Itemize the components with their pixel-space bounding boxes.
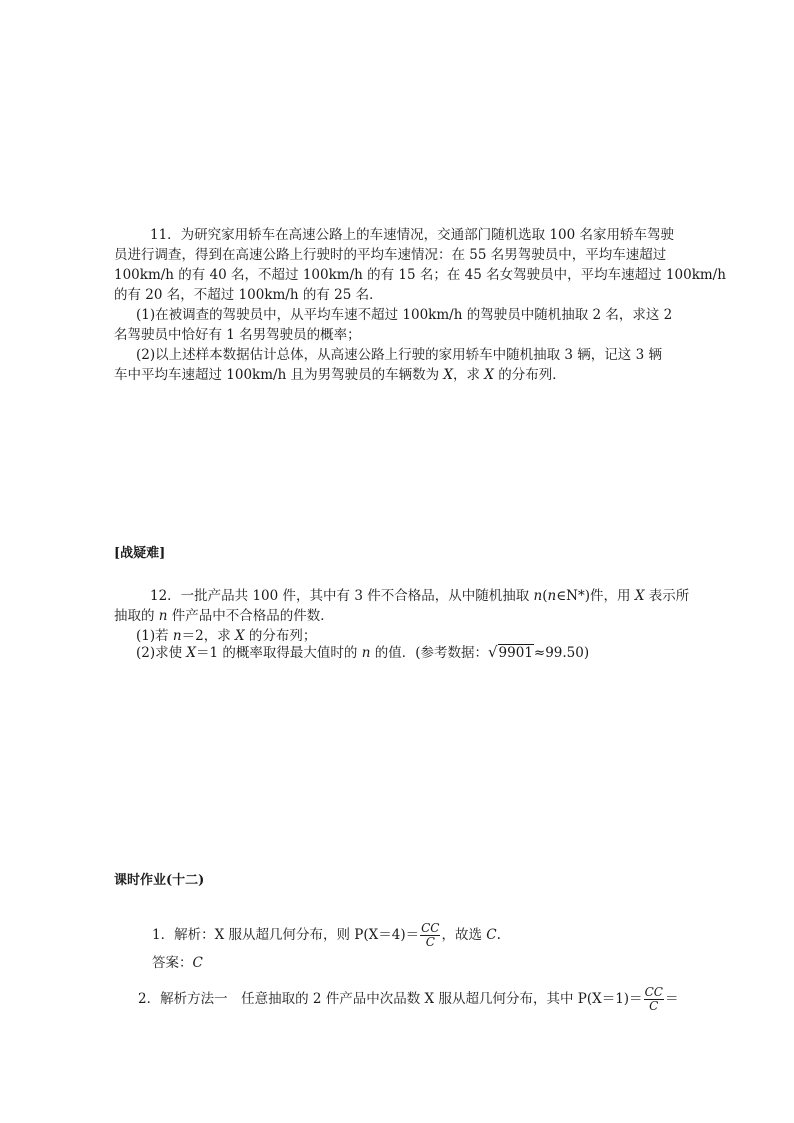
text-segment: 2．解析方法一 任意抽取的 2 件产品中次品数 X 服从超几何分布，其中 P(X＝1)＝ (138, 991, 643, 1007)
variable-x: X (484, 367, 494, 383)
text-segment: ＝ (664, 991, 679, 1007)
text-segment: ＝1 的概率取得最大值时的 (196, 645, 362, 661)
variable-n: n (533, 588, 543, 604)
fraction-numerator: CC (644, 985, 663, 999)
text-segment: ＝2，求 (181, 628, 236, 644)
variable-n: n (172, 628, 182, 644)
text-segment: 的分布列． (493, 367, 566, 383)
section-heading-homework: 课时作业(十二) (114, 873, 205, 888)
answer-choice: C (486, 927, 497, 943)
text-segment: 件产品中不合格品的件数． (167, 608, 334, 624)
variable-x: X (443, 367, 453, 383)
fraction-denominator: C (425, 935, 435, 949)
fraction (420, 922, 440, 949)
problem-12-line-2 (114, 606, 334, 626)
problem-11-part-2-line-2 (114, 365, 566, 385)
problem-11-line-4: 的有 20 名，不超过 100km/h 的有 25 名． (114, 287, 383, 303)
answer-label: 答案： (152, 955, 193, 971)
fraction-denominator: C (649, 999, 659, 1013)
variable-x: X (186, 645, 197, 661)
variable-n: n (361, 645, 371, 661)
problem-11-line-1: 11．为研究家用轿车在高速公路上的车速情况，交通部门随机选取 100 名家用轿车驾驶 (150, 227, 675, 243)
text-segment: ∈N*)件，用 (556, 588, 635, 604)
text-segment: 1．解析：X 服从超几何分布，则 P(X＝4)＝ (152, 927, 420, 943)
text-segment: 抽取的 (114, 608, 159, 624)
text-segment: 表示所 (644, 588, 690, 604)
problem-11-line-2: 员进行调查，得到在高速公路上行驶时的平均车速情况：在 55 名男驾驶员中，平均车速超过 (114, 247, 667, 263)
variable-x: X (634, 588, 645, 604)
problem-12-part-2 (136, 642, 589, 663)
text-segment: (2)求使 (136, 645, 187, 661)
answer-1 (152, 953, 203, 973)
variable-n: n (158, 608, 168, 624)
problem-11-line-3: 100km/h 的有 40 名，不超过 100km/h 的有 15 名；在 45 名女驾驶员中，平均车速超过 100km/h (114, 267, 726, 283)
text-segment: (1)若 (136, 628, 173, 644)
fraction (644, 986, 664, 1013)
text-segment: ( (542, 588, 548, 604)
text-segment: 车中平均车速超过 100km/h 且为男驾驶员的车辆数为 (114, 367, 444, 383)
text-segment: ≈99.50) (533, 645, 590, 661)
text-segment: 的分布列； (244, 628, 317, 644)
problem-12-line-1 (150, 586, 689, 606)
variable-x: X (235, 628, 245, 644)
problem-11-part-2-line-1: (2)以上述样本数据估计总体，从高速公路上行驶的家用轿车中随机抽取 3 辆，记这 3 辆 (136, 347, 662, 363)
radicand: 9901 (498, 645, 533, 661)
problem-11-part-1-line-1: (1)在被调查的驾驶员中，从平均车速不超过 100km/h 的驾驶员中随机抽取 2 名，求这 2 (136, 307, 673, 323)
square-root (488, 642, 534, 663)
text-segment: 12．一批产品共 100 件，其中有 3 件不合格品，从中随机抽取 (150, 588, 534, 604)
problem-11-part-1-line-2: 名驾驶员中恰好有 1 名男驾驶员的概率； (114, 327, 361, 343)
text-segment: 的值．(参考数据： (370, 645, 488, 661)
solution-1 (152, 922, 501, 949)
fraction-numerator: CC (421, 921, 440, 935)
section-heading-challenge: [战疑难] (114, 546, 166, 561)
text-segment: ，故选 (441, 927, 487, 943)
text-segment: ，求 (453, 367, 485, 383)
answer-value: C (192, 955, 203, 971)
text-segment: . (496, 927, 501, 943)
variable-n: n (547, 588, 557, 604)
solution-2 (138, 986, 678, 1013)
radical-sign-icon: √ (487, 643, 498, 661)
